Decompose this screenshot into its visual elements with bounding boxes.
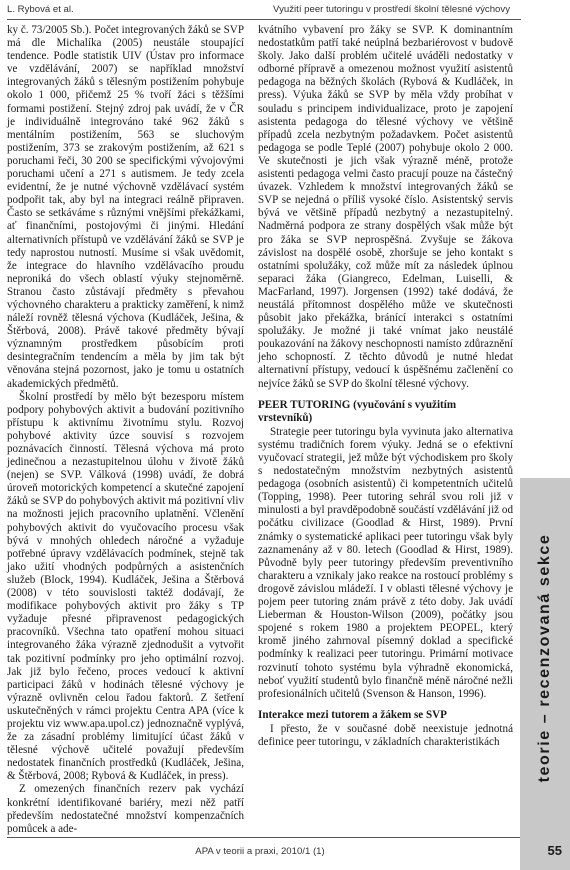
footer-divider: [7, 837, 521, 838]
section-heading-peer-tutoring: PEER TUTORING (vyučování s využitím vrstevníků): [258, 398, 457, 424]
left-paragraph-2: Školní prostředí by mělo být bezesporu místem podpory pohybových aktivit a budování pozitivního přístupu k aktivnímu životnímu stylu. Rozvoj pohybové aktivity úzce souvisí s rozvojem poznávacích činností. Tělesná výchova má proto jedinečnou a nezastupitelnou úlohu v životě žáků (nejen) se SVP. Válková (1998) uvádí, že dobrá úroveň motorických kompetencí a skutečné zapojení žáků se SVP do pohybových aktivit má pozitivní vliv na možnosti jejich pracovního uplatnění. Včlenění pohybových aktivit do vyučovacího procesu však bývá v mnohých ohledech náročné a vyžaduje potřebné úpravy vzdělávacích podmínek, stejně tak jako užití vhodných podpůrných a asistenčních služeb (Block, 1994). Kudláček, Ješina a Štěrbová (2008) v této souvislosti taktéž dodávají, že modifikace pohybových aktivit pro žáky s TP vyžaduje přesné připravenost pedagogických pracovníků. Všechna tato opatření mohou situaci integrovaného žáka výrazně zjednodušit a vytvořit tak pozitivní podmínky pro jeho optimální rozvoj. Jak již bylo řečeno, proces vedoucí k aktivní participaci žáků v hodinách tělesné výchovy je výrazně ovlivněn celou řadou faktorů. Z šetření uskutečněných v rámci projektu Centra APA (více k projektu viz www.apa.upol.cz) jednoznačně vyplývá, že za zásadní problémy limitující účast žáků v tělesné výchově učitelé považují především nedostatek finančních prostředků (Kudláček, Ješina, & Štěrbová, 2008; Rybová & Kudláček, in press).: [7, 390, 244, 783]
page-number-box: [520, 837, 570, 870]
left-paragraph-1: ky č. 73/2005 Sb.). Počet integrovaných žáků se SVP má dle Michalíka (2005) neustále stoupající tendence. Podle statistik UIV (Ústav pro informace ve vzdělávání, 2007) se například množství integrovaných žáků s tělesným postižením pohybuje okolo 1 000, přičemž 25 % tvoří žáci s těžšími formami postižení. Stejný zdroj pak uvádí, že v ČR je individuálně integrováno také 962 žáků s mentálním postižením, 563 se sluchovým postižením, 373 se zrakovým postižením, až 621 s poruchami řeči, 30 200 se specifickými vývojovými poruchami učení a 271 s autismem. Je tedy zcela evidentní, že je nutné výchovně vzdělávací systém podpořit tak, aby byl na integraci reálně připraven. Často se setkáváme s různými vnějšími překážkami, ať finančními, postojovými či jinými. Hledání alternativních přístupů ve vzdělávání žáků se SVP je tedy naprostou nutností. Musíme si však uvědomit, že integrace do hlavního vzdělávacího proudu neproniká do všech oblastí výuky stejnoměrně. Stranou často zůstávají předměty s převahou výchovného charakteru a prakticky zaměření, k nimž náleží rovněž tělesná výchova (Kudláček, Ješina, & Štěrbová, 2008). Právě takové předměty bývají významným prostředkem působícím proti desintegračním tendencím a měla by jim tak být věnována stejná pozornost, jako je tomu u ostatních akademických předmětů.: [7, 24, 244, 390]
left-paragraph-3: Z omezených finančních rezerv pak vychází konkrétní identifikované bariéry, mezi něž patří především nedostatečné množství kompenzačních pomůcek a ade-: [7, 783, 244, 835]
running-header-authors: L. Rybová et al.: [7, 4, 74, 15]
right-column: [258, 24, 513, 749]
section-side-label-text: teorie – recenzovaná sekce: [536, 533, 553, 782]
page-number: 55: [547, 843, 562, 858]
right-paragraph-3: I přesto, že v současné době neexistuje jednotná definice peer tutoringu, v základních charakteristikách: [258, 722, 513, 748]
section-side-label: [520, 478, 570, 837]
section-heading-interaction: Interakce mezi tutorem a žákem se SVP: [258, 708, 447, 721]
running-header-title: Využití peer tutoringu v prostředí školní tělesné výchovy: [273, 4, 510, 15]
header-divider: [7, 19, 521, 20]
left-column: [7, 24, 244, 836]
right-paragraph-2: Strategie peer tutoringu byla vyvinuta jako alternativa systému tradičních forem výuky. Jedná se o efektivní vyučovací strategii, jež může být východiskem pro školy s nedostatečným množstvím nezbytných asistentů pedagoga (osobních asistentů) či kompetentních učitelů (Topping, 1998). Peer tutoring sehrál svou roli již v minulosti a byl pravděpodobně součástí vzdělávání již od počátku civilizace (Goodlad & Hirst, 1989). První známky o systematické aplikaci peer tutoringu však byly zaznamenány až v 80. letech (Goodlad & Hirst, 1989). Původně byly peer tutoringy především preventivního charakteru a vznikaly jako reakce na rostoucí problémy s drogově závislou mládeží. I v oblasti tělesné výchovy je pojem peer tutoring znám právě z této doby. Jak uvádí Lieberman & Houston-Wilson (2009), počátky jsou spojené s rokem 1980 a projektem PEOPEL, který kromě jiného zahrnoval písemný doklad a specifické podmínky k realizaci peer tutoringu. Primární motivace rozvinutí tohoto systému byla výhradně ekonomická, neboť využití studentů bylo finančně méně náročné nežli profesionálních učitelů (Svenson & Hanson, 1996).: [258, 425, 513, 700]
right-paragraph-1: kvátního vybavení pro žáky se SVP. K dominantním nedostatkům patří také neúplná bezbariérovost v budově školy. Jako další problém učitelé uváděli nedostatky v odborné přípravě a omezenou možnost využití asistentů pedagoga na běžných školách (Rybová & Kudláček, in press). Výuka žáků se SVP by měla vždy probíhat v souladu s principem individualizace, proto je zapojení asistenta pedagoga do tělesné výchovy ve většině případů zcela nezbytným požadavkem. Počet asistentů pedagoga se podle Teplé (2007) pohybuje okolo 2 000. Ve skutečnosti je jich však výrazně méně, protože asistenti pedagoga velmi často pracují pouze na částečný úvazek. Vzhledem k množství integrovaných žáků se SVP se nejedná o příliš vysoké číslo. Asistentský servis bývá ve většině případů nezbytný a nezastupitelný. Nadměrná podpora ze strany dospělých však může být pro žáka se SVP neprospěšná. Zvyšuje se žákova závislost na dospělé osobě, zhoršuje se jeho kontakt s ostatními spolužáky, což může mít za následek úplnou separaci žáka (Giangreco, Edelman, Luiselli, & MacFarland, 1997). Jorgensen (1992) také dodává, že neustálá přítomnost dospělého může ve skutečnosti působit jako překážka, bránící interakci s ostatními spolužáky. Je možné ji také vnímat jako neustálé poukazování na žákovy neschopnosti namísto zdůraznění jeho schopností. Z těchto důvodů je nutné hledat alternativní přístupy, vedoucí k úspěšnému začlenění co nejvíce žáků se SVP do školní tělesné výchovy.: [258, 24, 513, 390]
journal-footer: APA v teorii a praxi, 2010/1 (1): [195, 846, 325, 857]
